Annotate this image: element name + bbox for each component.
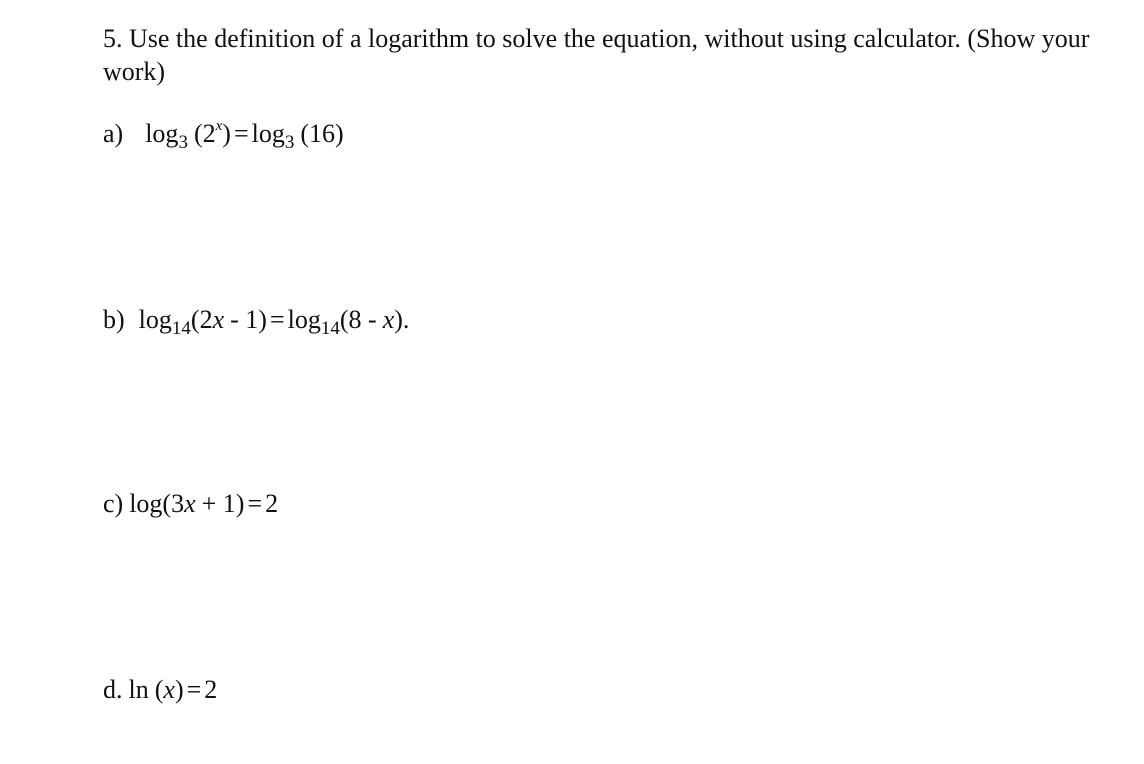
- part-d-close: ): [174, 675, 184, 704]
- part-b-log-right: log: [287, 305, 321, 334]
- part-d-var: x: [163, 675, 175, 704]
- part-a-arg-close: ): [222, 119, 231, 148]
- part-b-arg-rest: - 1): [230, 305, 267, 334]
- part-a-equals: =: [233, 119, 249, 148]
- part-c-var: x: [184, 489, 196, 518]
- part-a-arg-right: (16): [300, 119, 344, 148]
- part-b-equation: [103, 304, 410, 339]
- part-a-base-right: 3: [284, 132, 295, 153]
- part-a-arg-open: (2: [193, 119, 216, 148]
- part-b-equals: =: [269, 305, 285, 334]
- question-5-text: 5. Use the definition of a logarithm to solve the equation, without using calculator. (Show your work): [103, 24, 1090, 86]
- part-d-equation: [103, 674, 217, 706]
- part-d-equals: =: [186, 675, 202, 704]
- part-c-rhs: 2: [265, 489, 279, 518]
- part-a-log-right: log: [251, 119, 285, 148]
- part-d-rhs: 2: [204, 675, 218, 704]
- part-c-log-rest: + 1): [201, 489, 245, 518]
- part-b-base-right: 14: [320, 318, 340, 339]
- part-b-label: b): [103, 305, 125, 334]
- part-c-equation: [103, 488, 278, 520]
- part-d-label: d.: [103, 675, 123, 704]
- part-b-arg-open: (2: [190, 305, 213, 334]
- part-b-var-right: x: [382, 305, 395, 334]
- part-a-log-left: log: [145, 119, 179, 148]
- part-a-equation: [103, 118, 344, 153]
- part-b-arg2-close: ).: [394, 305, 410, 334]
- part-b-var-left: x: [212, 305, 225, 334]
- part-d-ln: ln: [128, 675, 149, 704]
- part-b-base-left: 14: [171, 318, 191, 339]
- part-a-label: a): [103, 119, 124, 148]
- part-b-log-left: log: [138, 305, 172, 334]
- part-a-base-left: 3: [178, 132, 188, 153]
- part-a-exponent: x: [215, 118, 223, 134]
- part-b-arg2-open: (8 -: [339, 305, 377, 334]
- part-c-log-open: log(3: [129, 489, 185, 518]
- part-c-equals: =: [247, 489, 263, 518]
- part-d-open: (: [154, 675, 164, 704]
- part-c-label: c): [103, 489, 124, 518]
